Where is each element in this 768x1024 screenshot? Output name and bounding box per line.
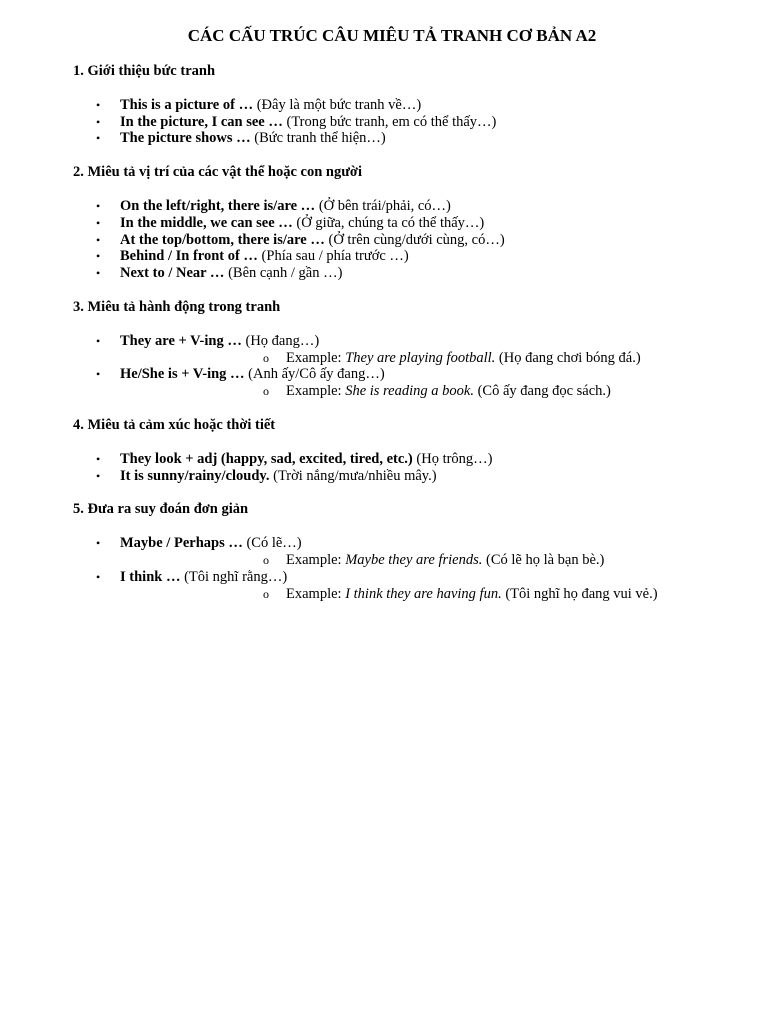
bullet-icon: •: [96, 569, 101, 584]
example-sentence: They are playing football.: [345, 349, 496, 366]
translation-text: (Có lẽ…): [242, 535, 302, 552]
structure-phrase: The picture shows …: [120, 130, 251, 147]
list-item: [0, 114, 768, 131]
structure-phrase: In the picture, I can see …: [120, 113, 283, 130]
example-prefix: Example:: [286, 551, 346, 568]
bullet-icon: •: [96, 249, 101, 264]
bullet-list-guessing: [0, 535, 768, 602]
translation-text: (Ở giữa, chúng ta có thể thấy…): [292, 214, 485, 231]
section-heading-intro: 1. Giới thiệu bức tranh: [73, 63, 216, 79]
list-item: [0, 333, 768, 367]
circle-bullet-icon: o: [263, 384, 269, 399]
example-translation: (Có lẽ họ là bạn bè.): [482, 551, 605, 568]
list-item: [0, 97, 768, 114]
example-sentence: I think they are having fun.: [345, 585, 502, 602]
bullet-list-feelings-weather: [0, 451, 768, 485]
translation-text: (Trong bức tranh, em có thể thấy…): [282, 113, 497, 130]
bullet-icon: •: [96, 232, 101, 247]
example-item: [120, 383, 768, 400]
example-list: [120, 586, 768, 603]
translation-text: (Họ đang…): [241, 332, 320, 349]
circle-bullet-icon: o: [263, 350, 269, 365]
translation-text: (Phía sau / phía trước …): [257, 248, 409, 265]
bullet-icon: •: [96, 266, 101, 281]
document-title: CÁC CẤU TRÚC CÂU MIÊU TẢ TRANH CƠ BẢN A2: [187, 26, 597, 45]
structure-phrase: He/She is + V-ing …: [120, 366, 245, 383]
bullet-icon: •: [96, 215, 101, 230]
list-item: [0, 451, 768, 468]
list-item: [0, 248, 768, 265]
translation-text: (Bức tranh thể hiện…): [250, 130, 386, 147]
translation-text: (Tôi nghĩ rằng…): [180, 568, 288, 585]
example-item: [120, 350, 768, 367]
bullet-icon: •: [96, 114, 101, 129]
example-prefix: Example:: [286, 349, 346, 366]
example-list: [120, 350, 768, 367]
translation-text: (Trời nắng/mưa/nhiều mây.): [269, 467, 437, 484]
structure-phrase: They look + adj (happy, sad, excited, tired, etc.): [120, 450, 413, 467]
list-item: [0, 569, 768, 603]
example-sentence: Maybe they are friends.: [345, 551, 483, 568]
bullet-icon: •: [96, 333, 101, 348]
structure-phrase: Maybe / Perhaps …: [120, 535, 243, 552]
example-item: [120, 552, 768, 569]
example-list: [120, 552, 768, 569]
circle-bullet-icon: o: [263, 552, 269, 567]
bullet-icon: •: [96, 468, 101, 483]
list-item: [0, 198, 768, 215]
translation-text: (Ở trên cùng/dưới cùng, có…): [324, 231, 505, 248]
list-item: [0, 130, 768, 147]
list-item: [0, 468, 768, 485]
structure-phrase: Behind / In front of …: [120, 248, 258, 265]
translation-text: (Họ trông…): [412, 450, 493, 467]
translation-text: (Đây là một bức tranh về…): [253, 96, 422, 113]
list-item: [0, 265, 768, 282]
structure-phrase: On the left/right, there is/are …: [120, 197, 316, 214]
structure-phrase: In the middle, we can see …: [120, 214, 293, 231]
structure-phrase: I think …: [120, 568, 181, 585]
circle-bullet-icon: o: [263, 586, 269, 601]
example-translation: (Họ đang chơi bóng đá.): [495, 349, 641, 366]
bullet-icon: •: [96, 131, 101, 146]
structure-phrase: At the top/bottom, there is/are …: [120, 231, 325, 248]
list-item: [0, 232, 768, 249]
translation-text: (Ở bên trái/phải, có…): [315, 197, 451, 214]
bullet-icon: •: [96, 367, 101, 382]
translation-text: (Anh ấy/Cô ấy đang…): [244, 366, 385, 383]
bullet-icon: •: [96, 451, 101, 466]
bullet-list-actions: [0, 333, 768, 400]
section-heading-feelings-weather: 4. Miêu tả cảm xúc hoặc thời tiết: [73, 416, 276, 433]
example-translation: (Tôi nghĩ họ đang vui vẻ.): [501, 585, 658, 602]
list-item: [0, 215, 768, 232]
bullet-icon: •: [96, 536, 101, 551]
list-item: [0, 535, 768, 569]
structure-phrase: They are + V-ing …: [120, 332, 242, 349]
section-heading-guessing: 5. Đưa ra suy đoán đơn giản: [73, 501, 249, 518]
example-list: [120, 383, 768, 400]
bullet-icon: •: [96, 198, 101, 213]
structure-phrase: This is a picture of …: [120, 96, 254, 113]
example-prefix: Example:: [286, 585, 346, 602]
bullet-list-intro: [0, 97, 768, 147]
example-prefix: Example:: [286, 383, 346, 400]
example-sentence: She is reading a book.: [345, 383, 474, 400]
example-translation: (Cô ấy đang đọc sách.): [473, 383, 611, 400]
bullet-list-position: [0, 198, 768, 282]
section-heading-position: 2. Miêu tả vị trí của các vật thể hoặc con người: [73, 164, 362, 181]
structure-phrase: Next to / Near …: [120, 265, 225, 282]
structure-phrase: It is sunny/rainy/cloudy.: [120, 467, 270, 484]
bullet-icon: •: [96, 97, 101, 112]
example-item: [120, 586, 768, 603]
list-item: [0, 366, 768, 400]
section-heading-actions: 3. Miêu tả hành động trong tranh: [73, 298, 281, 315]
translation-text: (Bên cạnh / gần …): [224, 265, 343, 282]
